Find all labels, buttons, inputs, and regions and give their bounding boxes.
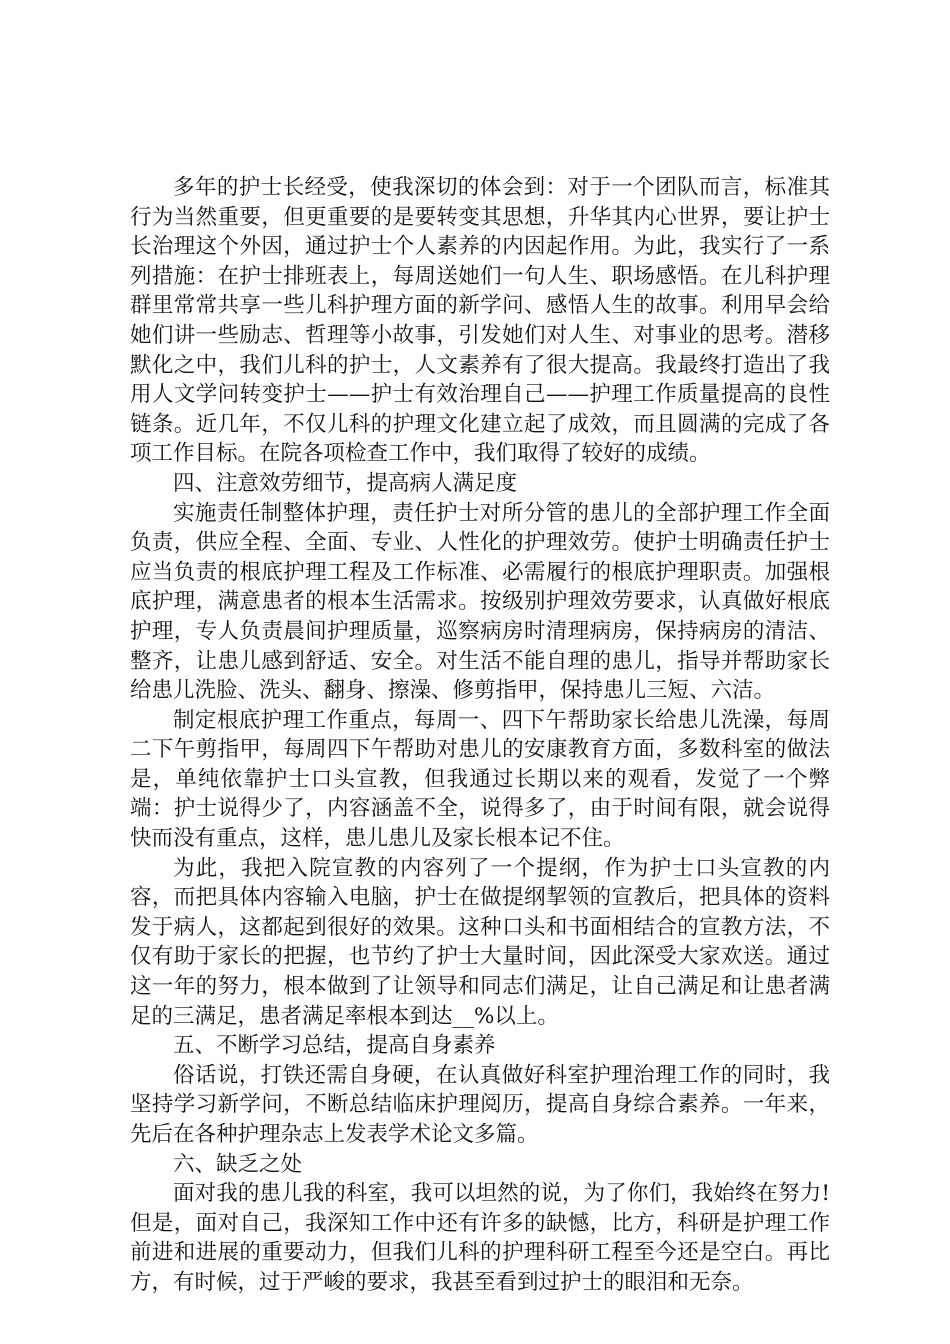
section-heading: 六、缺乏之处 [173,1151,303,1177]
paragraph: 俗话说，打铁还需自身硬，在认真做好科室护理治理工作的同时，我坚持学习新学问，不断总结临床护理阅历，提高自身综合素养。一年来，先后在各种护理杂志上发表学术论文多篇。 [130,1062,830,1147]
paragraph: 多年的护士长经受，使我深切的体会到：对于一个团队而言，标准其行为当然重要，但更重要的是要转变其思想，升华其内心世界，要让护士长治理这个外因，通过护士个人素养的内因起作用。为此，我实行了一系列措施：在护士排班表上，每周送她们一句人生、职场感悟。在儿科护理群里常常共享一些儿科护理方面的新学问、感悟人生的故事。利用早会给她们讲一些励志、哲理等小故事，引发她们对人生、对事业的思考。潜移默化之中，我们儿科的护士，人文素养有了很大提高。我最终打造出了我用人文学问转变护士——护士有效治理自己——护理工作质量提高的良性链条。近几年，不仅儿科的护理文化建立起了成效，而且圆满的完成了各项工作目标。在院各项检查工作中，我们取得了较好的成绩。 [130,175,830,467]
section-heading: 四、注意效劳细节，提高病人满足度 [173,470,518,496]
paragraph: 为此，我把入院宣教的内容列了一个提纲，作为护士口头宣教的内容，而把具体内容输入电脑，护士在做提纲挈领的宣教后，把具体的资料发于病人，这都起到很好的效果。这种口头和书面相结合的宣教方法，不仅有助于家长的把握，也节约了护士大量时间，因此深受大家欢送。通过这一年的努力，根本做到了让领导和同志们满足，让自己满足和让患者满足的三满足，患者满足率根本到达__%以上。 [130,855,830,1029]
paragraph: 实施责任制整体护理，责任护士对所分管的患儿的全部护理工作全面负责，供应全程、全面、专业、人性化的护理效劳。使护士明确责任护士应当负责的根底护理工程及工作标准、必需履行的根底护理职责。加强根底护理，满意患者的根本生活需求。按级别护理效劳要求，认真做好根底护理，专人负责晨间护理质量，巡察病房时清理病房，保持病房的清洁、整齐，让患儿感到舒适、安全。对生活不能自理的患儿，指导并帮助家长给患儿洗脸、洗头、翻身、擦澡、修剪指甲，保持患儿三短、六洁。 [130,500,830,704]
paragraph: 面对我的患儿我的科室，我可以坦然的说，为了你们，我始终在努力!但是，面对自己，我深知工作中还有许多的缺憾，比方，科研是护理工作前进和进展的重要动力，但我们儿科的护理科研工程至今还是空白。再比方，有时候，过于严峻的要求，我甚至看到过护士的眼泪和无奈。 [130,1181,830,1295]
section-heading: 五、不断学习总结，提高自身素养 [173,1033,496,1059]
document-body [130,173,830,1298]
paragraph: 制定根底护理工作重点，每周一、四下午帮助家长给患儿洗澡，每周二下午剪指甲，每周四下午帮助对患儿的安康教育方面，多数科室的做法是，单纯依靠护士口头宣教，但我通过长期以来的观看，发觉了一个弊端：护士说得少了，内容涵盖不全，说得多了，由于时间有限，就会说得快而没有重点，这样，患儿患儿及家长根本记不住。 [130,707,830,852]
